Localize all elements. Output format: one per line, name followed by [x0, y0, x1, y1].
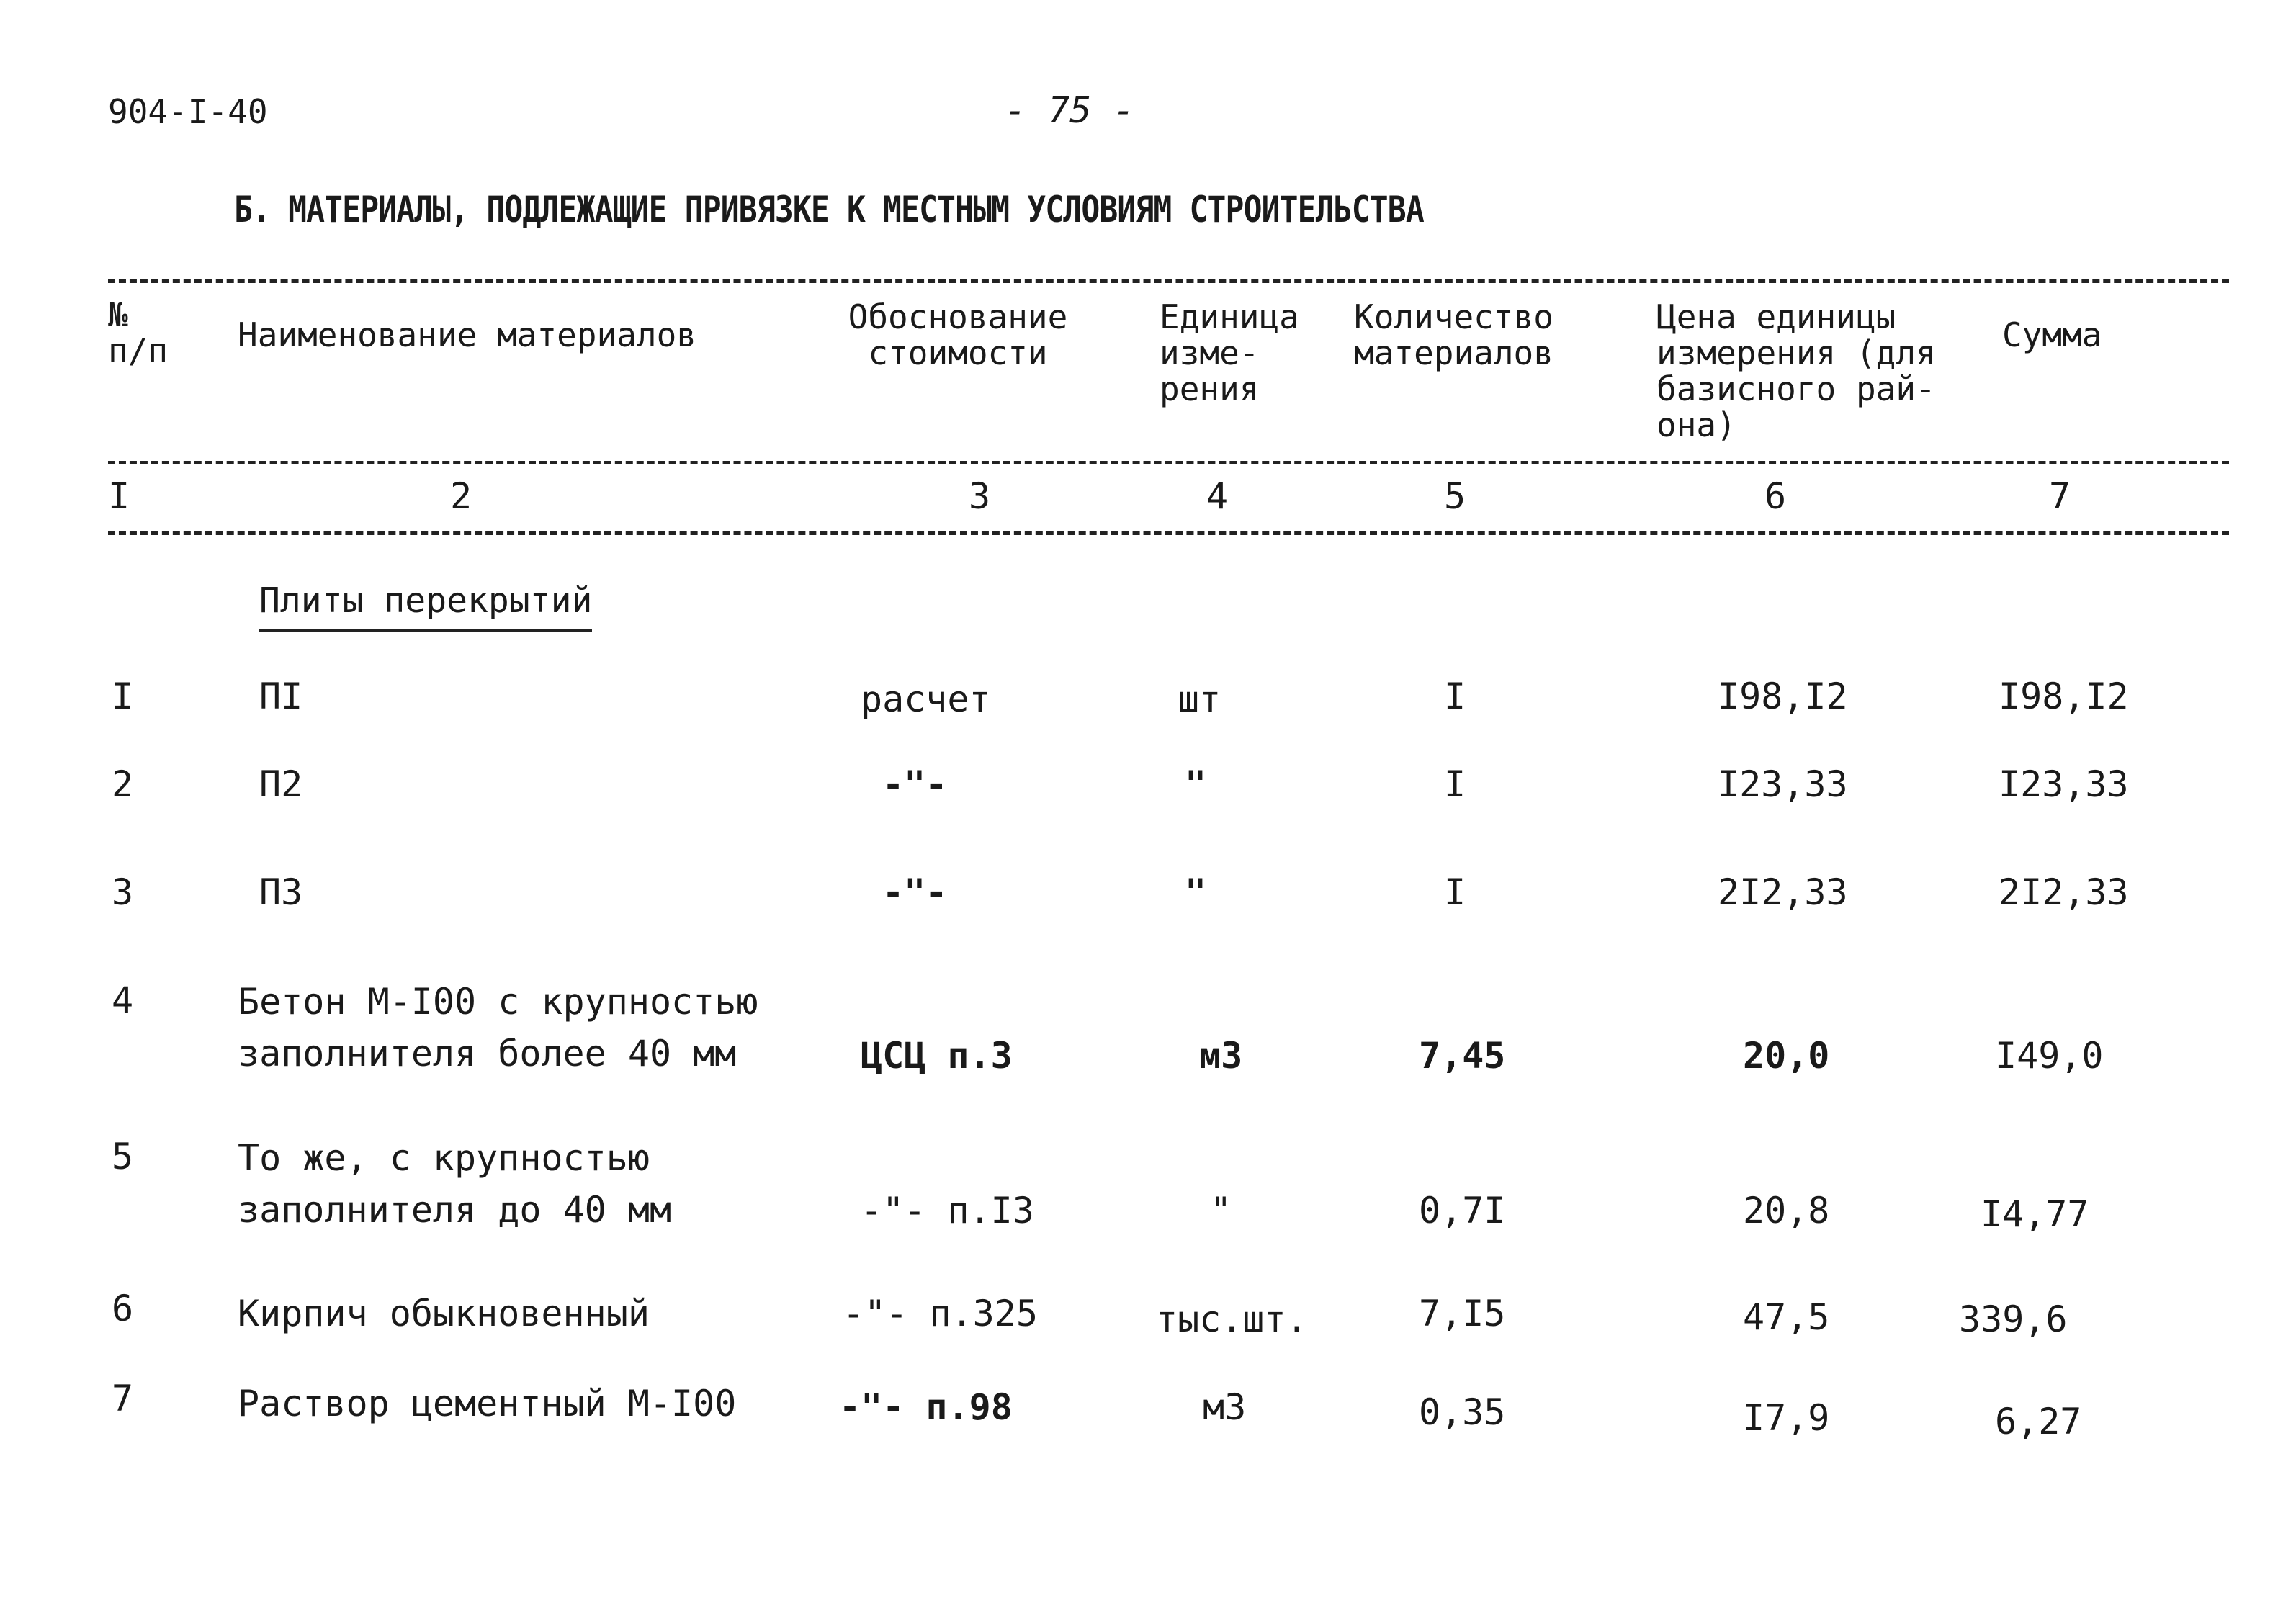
cost-basis: -"- п.I3 — [861, 1190, 1034, 1231]
quantity: 7,I5 — [1419, 1293, 1506, 1334]
material-name: То же, с крупностью заполнителя до 40 мм — [238, 1137, 672, 1231]
header-quantity: Количество материалов — [1354, 297, 1553, 372]
header-number: № п/п — [108, 295, 169, 370]
row-number: 7 — [112, 1378, 134, 1419]
sum: I49,0 — [1995, 1035, 2104, 1077]
quantity: I — [1444, 871, 1466, 913]
header-cost-basis: Обоснование стоимости — [848, 297, 1068, 372]
sum: I98,I2 — [1999, 675, 2129, 717]
section-title: Б. МАТЕРИАЛЫ, ПОДЛЕЖАЩИЕ ПРИВЯЗКЕ К МЕСТНЫМ УСЛОВИЯМ СТРОИТЕЛЬСТВА — [234, 189, 1424, 230]
header-unit: Единица изме- рения — [1160, 297, 1299, 408]
unit-price: I23,33 — [1718, 763, 1848, 805]
unit-price: 2I2,33 — [1718, 871, 1848, 913]
column-number-4: 4 — [1206, 475, 1229, 517]
cost-basis: -"- п.98 — [839, 1386, 1013, 1428]
unit-price: I7,9 — [1743, 1397, 1830, 1439]
column-number-7: 7 — [2048, 475, 2071, 517]
sum: 2I2,33 — [1999, 871, 2129, 913]
sum: I23,33 — [1999, 763, 2129, 805]
group-heading: Плиты перекрытий — [259, 580, 592, 632]
sum: I4,77 — [1981, 1193, 2089, 1235]
column-number-5: 5 — [1443, 475, 1466, 517]
cost-basis: -"- п.325 — [843, 1293, 1038, 1334]
unit: " — [1210, 1190, 1232, 1231]
unit-price: 47,5 — [1743, 1296, 1830, 1338]
quantity: 0,35 — [1419, 1391, 1506, 1433]
cost-basis: -"- — [882, 763, 948, 805]
quantity: 7,45 — [1419, 1035, 1506, 1077]
row-number: 5 — [112, 1136, 134, 1177]
header-material-name: Наименование материалов — [238, 315, 696, 354]
cost-basis: ЦСЦ п.3 — [861, 1035, 1013, 1077]
quantity: I — [1444, 675, 1466, 717]
unit-price: I98,I2 — [1718, 675, 1848, 717]
header-sum: Сумма — [2002, 315, 2102, 354]
unit: м3 — [1199, 1035, 1243, 1077]
unit: тыс.шт. — [1156, 1298, 1308, 1340]
row-number: 6 — [112, 1288, 134, 1329]
material-name: ПI — [259, 675, 303, 717]
material-name: Раствор цементный М-I00 — [238, 1383, 737, 1424]
row-number: 3 — [112, 871, 134, 913]
unit: " — [1185, 763, 1207, 805]
row-number: I — [112, 675, 134, 717]
unit: шт — [1178, 678, 1221, 720]
column-number-2: 2 — [449, 475, 472, 517]
sum: 339,6 — [1959, 1298, 2068, 1340]
column-number-1: I — [108, 475, 130, 517]
page-number: - 75 - — [1005, 89, 1135, 131]
table-top-rule — [108, 279, 2229, 283]
unit: м3 — [1203, 1386, 1247, 1428]
unit-price: 20,0 — [1743, 1035, 1830, 1077]
row-number: 2 — [112, 763, 134, 805]
header-bottom-rule — [108, 461, 2229, 464]
quantity: I — [1444, 763, 1466, 805]
column-number-6: 6 — [1764, 475, 1787, 517]
unit-price: 20,8 — [1743, 1190, 1830, 1231]
column-number-3: 3 — [968, 475, 991, 517]
sum: 6,27 — [1995, 1401, 2082, 1442]
header-unit-price: Цена единицы измерения (для базисного рай- она) — [1656, 297, 1936, 444]
document-code: 904-I-40 — [108, 92, 268, 131]
material-name: П2 — [259, 763, 303, 805]
cost-basis: -"- — [882, 871, 948, 913]
material-name: Кирпич обыкновенный — [238, 1293, 650, 1334]
quantity: 0,7I — [1419, 1190, 1506, 1231]
row-number: 4 — [112, 979, 134, 1021]
material-name: Бетон М-I00 с крупностью заполнителя более 40 мм — [238, 981, 758, 1074]
cost-basis: расчет — [861, 678, 991, 720]
unit: " — [1185, 871, 1207, 913]
material-name: П3 — [259, 871, 303, 913]
column-numbers-rule — [108, 531, 2229, 535]
